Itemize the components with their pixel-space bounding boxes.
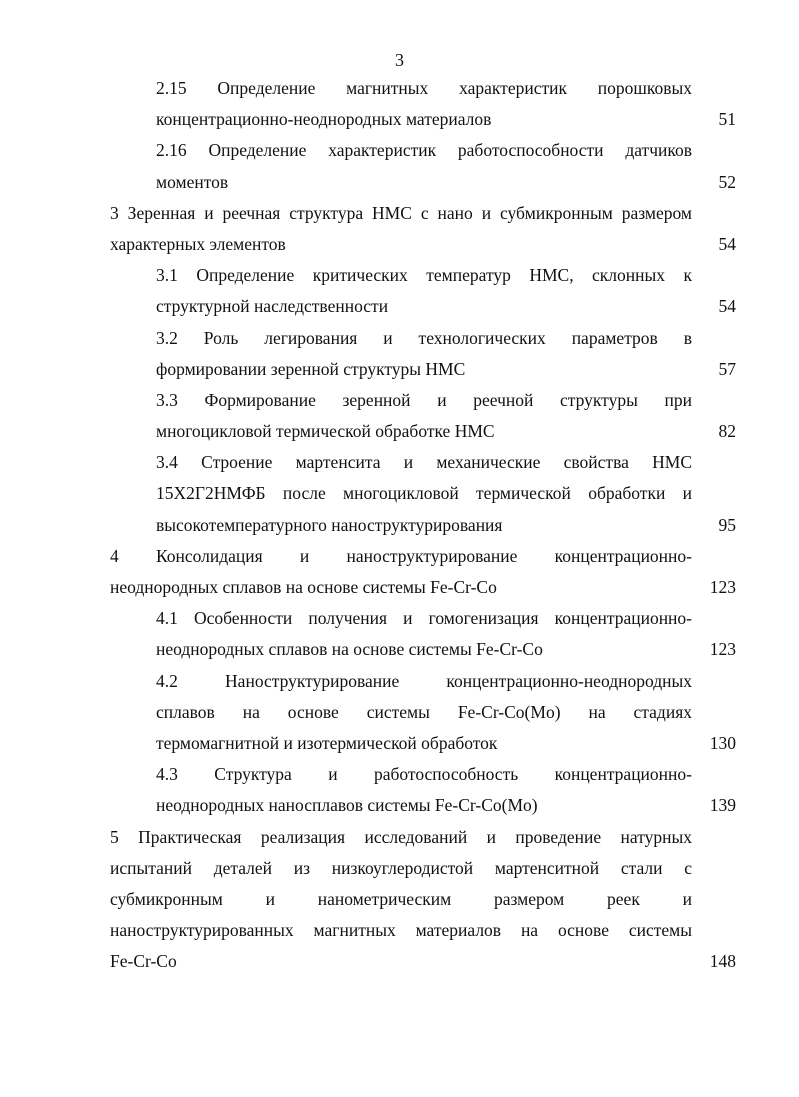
page-number: 3 bbox=[395, 50, 404, 70]
toc-entry-line: сплавов на основе системы Fe-Cr-Co(Mo) на стадиях bbox=[156, 701, 692, 722]
toc-entry-3-2 bbox=[156, 323, 736, 385]
toc-page-number: 123 bbox=[709, 577, 736, 597]
toc-page-number: 123 bbox=[709, 639, 736, 660]
toc-entry-4-1 bbox=[156, 603, 736, 665]
toc-entry-2-15 bbox=[156, 73, 736, 135]
toc-entry-line: 3.4 Строение мартенсита и механические свойства НМС bbox=[156, 452, 692, 473]
toc-entry-line: 4.2 Наноструктурирование концентрационно-неоднородных bbox=[156, 670, 692, 691]
toc-entry-line: неоднородных сплавов на основе системы Fe-Cr-Co bbox=[156, 639, 543, 660]
toc-entry-4 bbox=[110, 541, 736, 603]
toc-page-number: 130 bbox=[709, 732, 736, 753]
toc-entry-line: 4.1 Особенности получения и гомогенизация концентрационно- bbox=[156, 608, 692, 629]
toc-entry-3-1 bbox=[156, 260, 736, 322]
toc-page-number: 51 bbox=[718, 109, 736, 130]
toc-entry-line: 2.16 Определение характеристик работоспособности датчиков bbox=[156, 140, 692, 161]
table-of-contents bbox=[0, 73, 799, 977]
toc-entry-line: 3 Зеренная и реечная структура НМС с нано и субмикронным размером bbox=[110, 202, 692, 223]
toc-entry-line: концентрационно-неоднородных материалов bbox=[156, 109, 492, 130]
toc-page-number: 148 bbox=[709, 951, 736, 972]
toc-entry-line: структурной наследственности bbox=[156, 296, 389, 317]
toc-entry-line: субмикронным и нанометрическим размером реек и bbox=[110, 888, 692, 909]
toc-entry-4-3 bbox=[156, 759, 736, 821]
toc-entry-line: неоднородных сплавов на основе системы Fe-Cr-Co bbox=[110, 577, 497, 597]
toc-page-number: 54 bbox=[718, 233, 736, 254]
toc-entry-4-2 bbox=[156, 666, 736, 760]
toc-entry-line: неоднородных наносплавов системы Fe-Cr-Co(Mo) bbox=[156, 795, 538, 816]
toc-entry-line: 15Х2Г2НМФБ после многоцикловой термической обработки и bbox=[156, 483, 692, 504]
toc-entry-line: 4.3 Структура и работоспособность концентрационно- bbox=[156, 764, 692, 785]
toc-page-number: 95 bbox=[718, 514, 736, 535]
toc-page-number: 57 bbox=[718, 358, 736, 379]
toc-entry-3-4 bbox=[156, 447, 736, 541]
toc-entry-line: испытаний деталей из низкоуглеродистой мартенситной стали с bbox=[110, 857, 692, 878]
toc-entry-line: многоцикловой термической обработке НМС bbox=[156, 421, 495, 442]
toc-entry-line: характерных элементов bbox=[110, 233, 286, 254]
toc-entry-3 bbox=[110, 198, 736, 260]
toc-entry-line: моментов bbox=[156, 171, 229, 192]
toc-page-number: 54 bbox=[718, 296, 736, 317]
toc-entry-5 bbox=[110, 822, 736, 978]
toc-page-number: 139 bbox=[709, 795, 736, 816]
toc-entry-line: 5 Практическая реализация исследований и проведение натурных bbox=[110, 826, 692, 847]
toc-entry-line: 3.3 Формирование зеренной и реечной структуры при bbox=[156, 389, 692, 410]
toc-page-number: 52 bbox=[718, 171, 736, 192]
toc-entry-line: формировании зеренной структуры НМС bbox=[156, 358, 466, 379]
toc-entry-3-3 bbox=[156, 385, 736, 447]
toc-entry-line: термомагнитной и изотермической обработок bbox=[156, 732, 498, 753]
toc-entry-2-16 bbox=[156, 135, 736, 197]
toc-entry-line: наноструктурированных магнитных материалов на основе системы bbox=[110, 920, 692, 941]
toc-page-number: 82 bbox=[718, 421, 736, 442]
toc-entry-line: 4 Консолидация и наноструктурирование концентрационно- bbox=[110, 545, 692, 566]
toc-entry-line: высокотемпературного наноструктурирования bbox=[156, 514, 503, 535]
toc-entry-line: 3.2 Роль легирования и технологических параметров в bbox=[156, 327, 692, 348]
toc-entry-line: Fe-Cr-Co bbox=[110, 951, 177, 972]
toc-entry-line: 3.1 Определение критических температур НМС, склонных к bbox=[156, 265, 692, 286]
toc-entry-line: 2.15 Определение магнитных характеристик порошковых bbox=[156, 78, 692, 98]
